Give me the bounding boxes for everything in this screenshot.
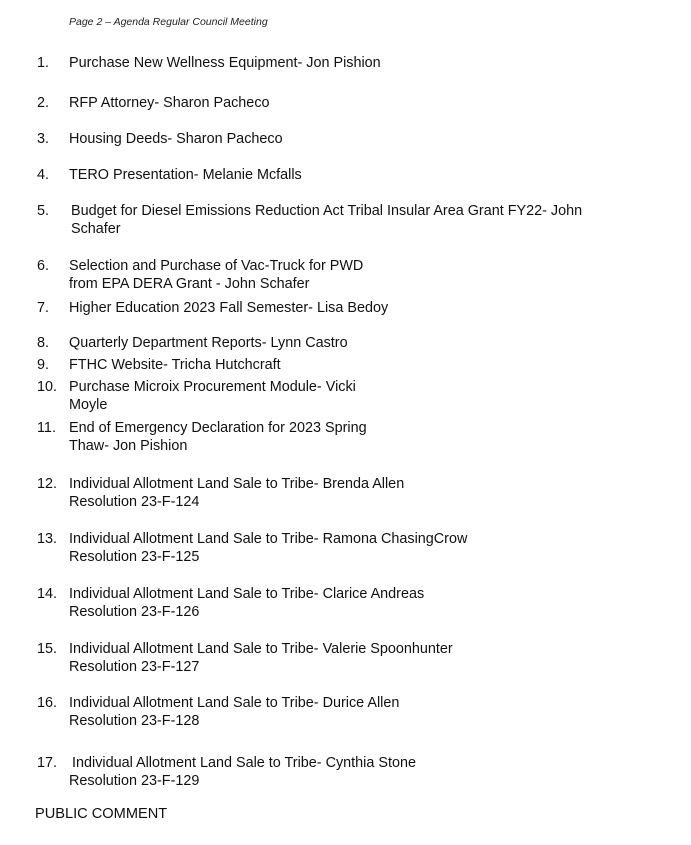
item-line: End of Emergency Declaration for 2023 Spring [69, 420, 367, 436]
item-line: Individual Allotment Land Sale to Tribe- Durice Allen [69, 695, 400, 711]
item-text [69, 356, 677, 374]
item-number: 3. [37, 131, 50, 147]
agenda-item [37, 94, 677, 112]
item-text [69, 257, 677, 293]
item-text [69, 166, 677, 184]
agenda-item [37, 334, 677, 352]
item-number: 6. [37, 258, 50, 274]
item-line: Resolution 23-F-124 [69, 494, 200, 510]
item-text [69, 475, 677, 511]
item-line: Purchase New Wellness Equipment- Jon Pishion [69, 55, 381, 71]
agenda-item [37, 754, 677, 790]
item-line: Individual Allotment Land Sale to Tribe- Valerie Spoonhunter [69, 641, 453, 657]
agenda-item [37, 257, 677, 293]
agenda-item [37, 356, 677, 374]
item-line: Individual Allotment Land Sale to Tribe- Clarice Andreas [69, 586, 425, 602]
agenda-item [37, 419, 677, 455]
item-number: 1. [37, 55, 50, 71]
item-text [69, 54, 677, 72]
item-number: 7. [37, 300, 50, 316]
item-number: 5. [37, 203, 50, 219]
item-line: Moyle [69, 397, 108, 413]
item-text [69, 585, 677, 621]
agenda-item [37, 694, 677, 730]
item-number: 8. [37, 335, 50, 351]
item-number: 16. [37, 695, 58, 711]
item-number: 2. [37, 95, 50, 111]
item-line: from EPA DERA Grant - John Schafer [69, 276, 310, 292]
item-number: 4. [37, 167, 50, 183]
item-line: Schafer [71, 221, 121, 237]
item-line: Resolution 23-F-128 [69, 713, 200, 729]
item-text [69, 530, 677, 566]
item-line: Thaw- Jon Pishion [69, 438, 188, 454]
agenda-item [37, 378, 677, 414]
item-line: Housing Deeds- Sharon Pacheco [69, 131, 283, 147]
item-line: Quarterly Department Reports- Lynn Castro [69, 335, 348, 351]
item-number: 17. [37, 755, 58, 771]
agenda-item [37, 585, 677, 621]
item-line: Resolution 23-F-125 [69, 549, 200, 565]
item-text [69, 640, 677, 676]
item-number: 10. [37, 379, 58, 395]
item-text [69, 299, 677, 317]
item-text [69, 130, 677, 148]
item-number: 11. [37, 420, 56, 436]
item-line: RFP Attorney- Sharon Pacheco [69, 95, 270, 111]
item-number: 14. [37, 586, 58, 602]
item-line: Individual Allotment Land Sale to Tribe- Ramona ChasingCrow [69, 531, 468, 547]
agenda-item [37, 54, 677, 72]
item-text [69, 694, 677, 730]
agenda-item [37, 475, 677, 511]
item-number: 13. [37, 531, 58, 547]
item-line: Individual Allotment Land Sale to Tribe- Brenda Allen [69, 476, 405, 492]
agenda-item [37, 202, 677, 238]
item-line: Resolution 23-F-127 [69, 659, 200, 675]
item-text [71, 202, 677, 238]
agenda-item [37, 166, 677, 184]
item-text [69, 334, 677, 352]
item-text [69, 419, 677, 455]
item-line: Budget for Diesel Emissions Reduction Act Tribal Insular Area Grant FY22- John [71, 203, 583, 219]
item-number: 15. [37, 641, 58, 657]
item-line: FTHC Website- Tricha Hutchcraft [69, 357, 281, 373]
agenda-item [37, 299, 677, 317]
agenda-item [37, 530, 677, 566]
item-text [69, 378, 677, 414]
item-line: Resolution 23-F-129 [69, 773, 200, 789]
item-text [69, 94, 677, 112]
page-header: Page 2 – Agenda Regular Council Meeting [69, 16, 268, 28]
item-number: 9. [37, 357, 50, 373]
item-line: Individual Allotment Land Sale to Tribe- Cynthia Stone [72, 755, 416, 771]
item-line: Higher Education 2023 Fall Semester- Lisa Bedoy [69, 300, 389, 316]
public-comment-heading: PUBLIC COMMENT [35, 806, 168, 822]
item-line: Purchase Microix Procurement Module- Vicki [69, 379, 356, 395]
item-number: 12. [37, 476, 58, 492]
agenda-item [37, 640, 677, 676]
item-line: Resolution 23-F-126 [69, 604, 200, 620]
item-text [69, 754, 677, 790]
item-line: Selection and Purchase of Vac-Truck for PWD [69, 258, 364, 274]
item-line: TERO Presentation- Melanie Mcfalls [69, 167, 302, 183]
agenda-item [37, 130, 677, 148]
